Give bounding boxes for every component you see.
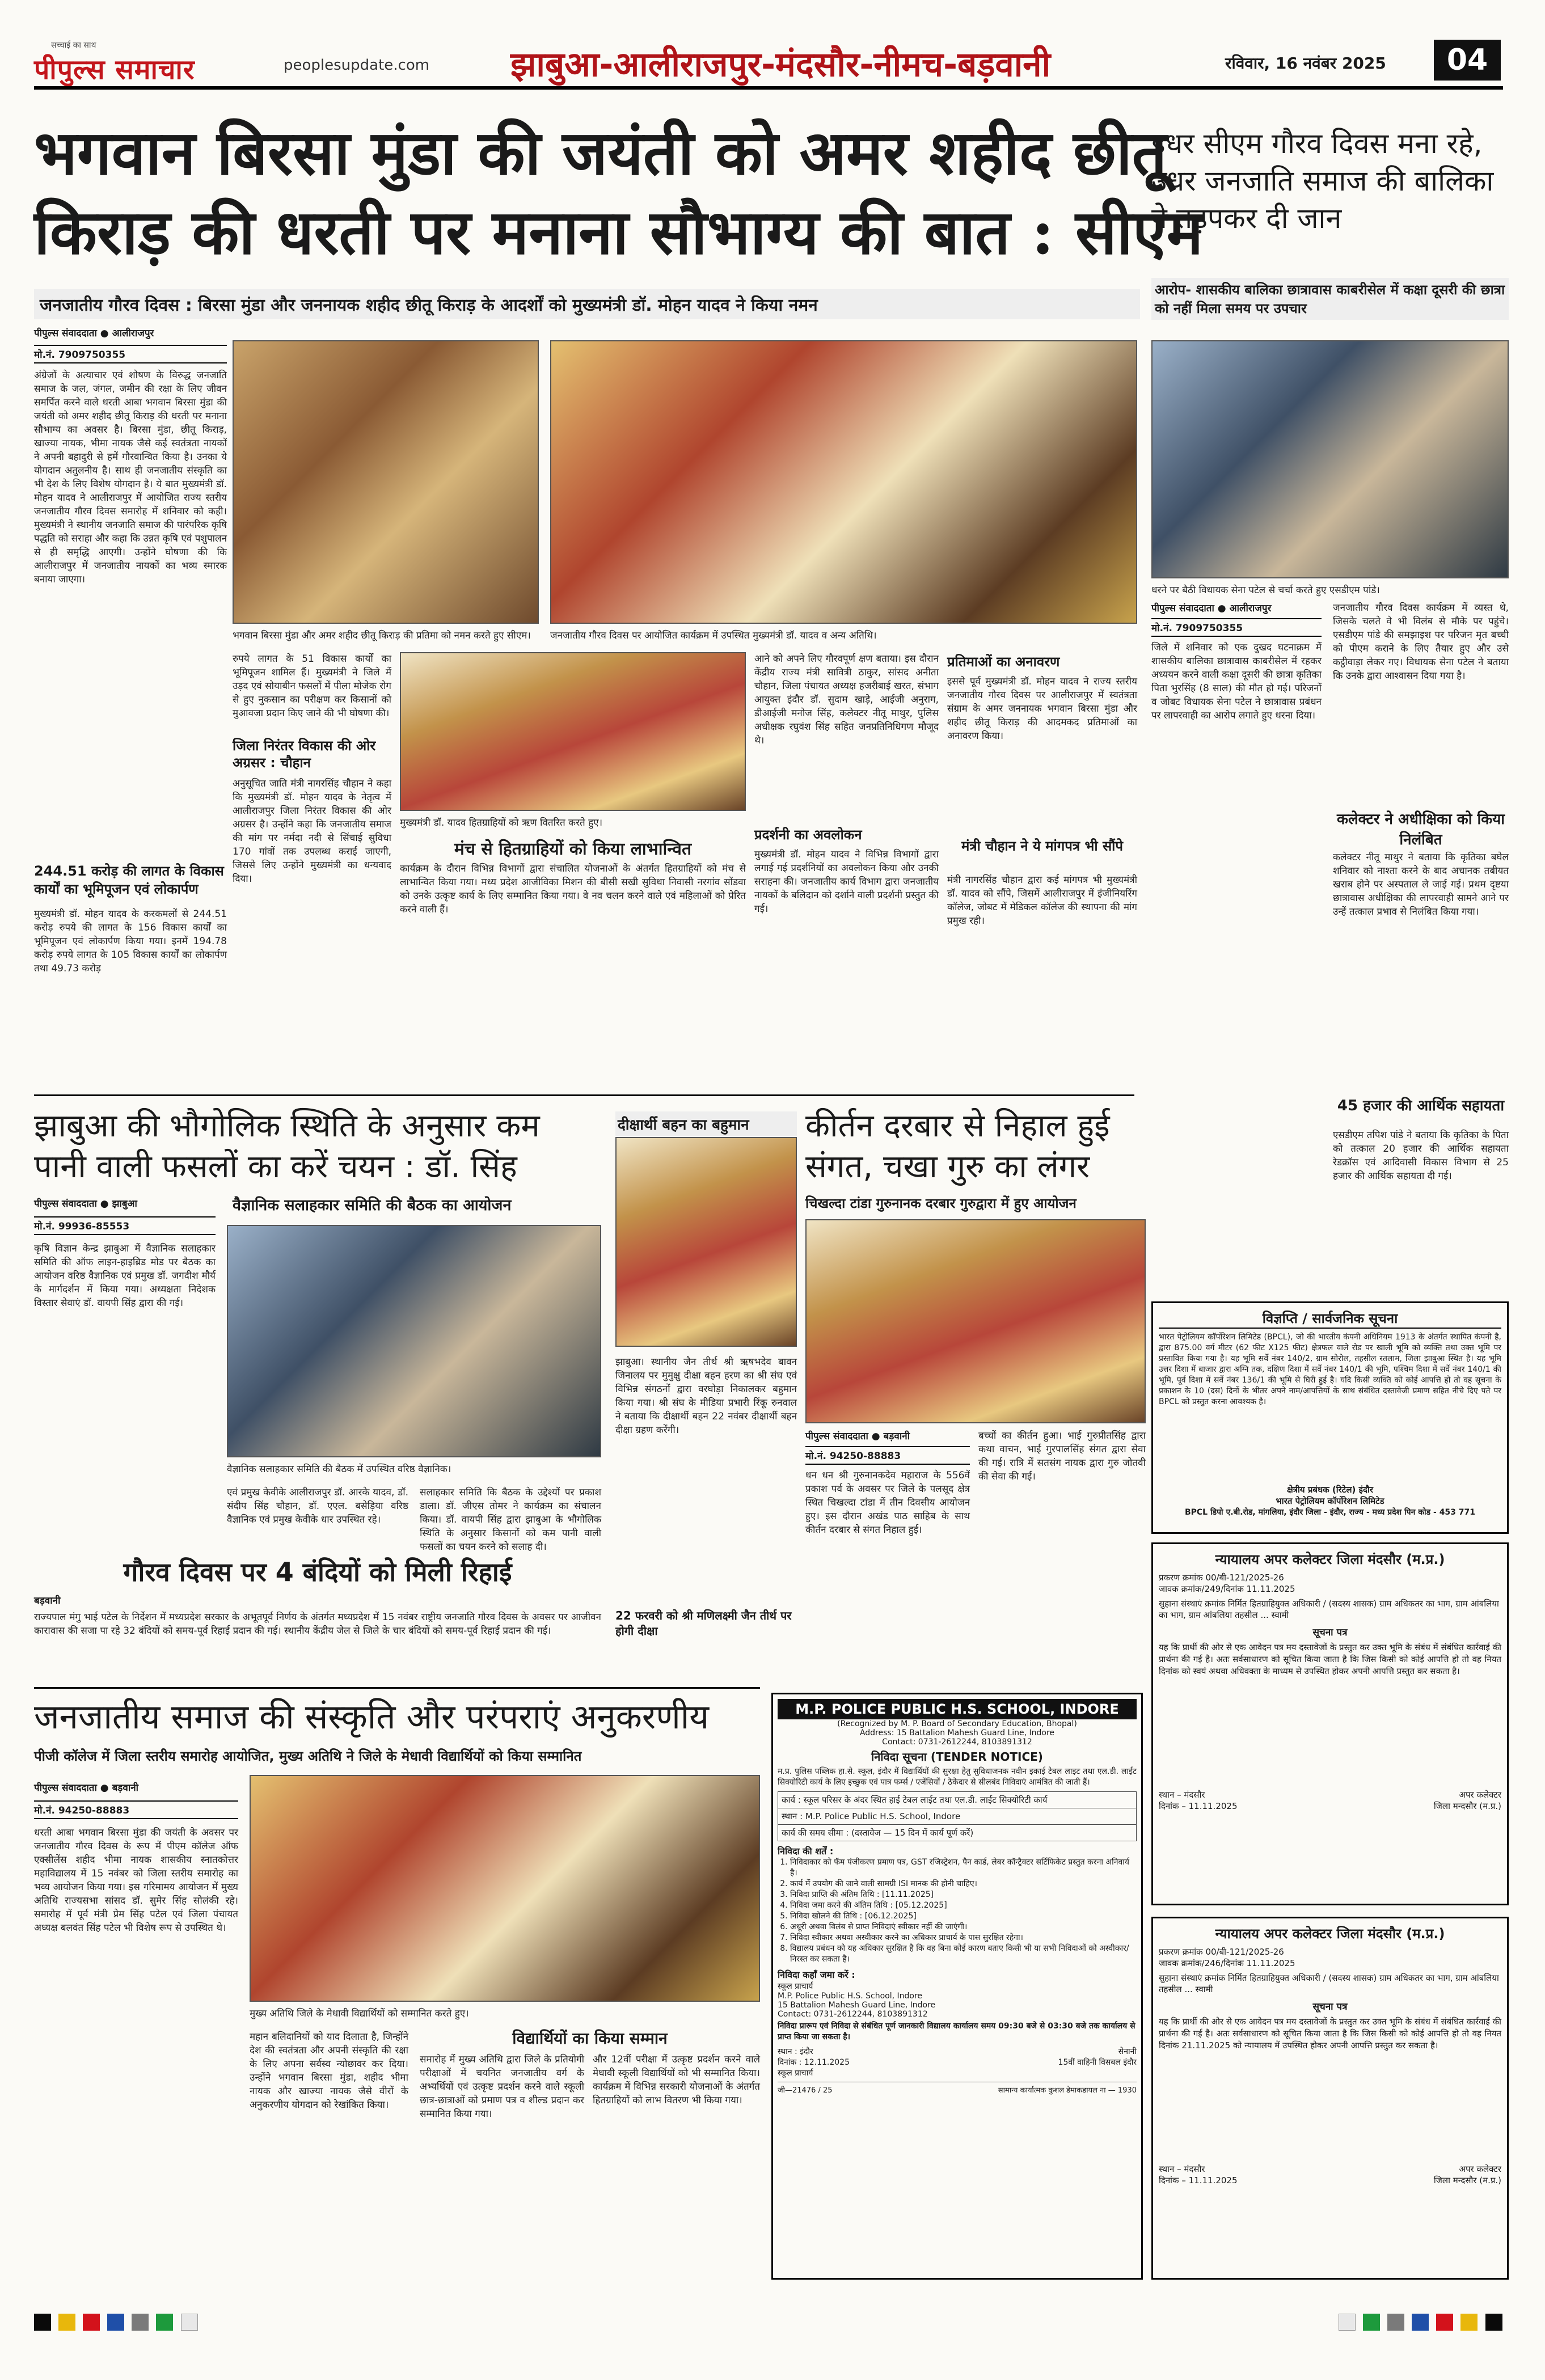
color-swatch [132,2314,149,2331]
court1-footer [1159,1789,1501,1812]
tender-table [778,1791,1137,1841]
table-row [778,1825,1137,1841]
culture-col-c: समारोह में मुख्य अतिथि द्वारा जिले के प्रतियोगी परीक्षाओं में चयनित जनजातीय वर्ग के अभ्यर्थियों एवं उत्कृष्ट प्रदर्शन करने वाले स्कूली छात्र-छात्राओं को प्रमाण पत्र व शील्ड प्रदान कर सम्मानित किया गया। [420,2054,584,2120]
tender-date: दिनांक : 12.11.2025 [778,2058,850,2067]
court2-date: दिनांक – 11.11.2025 [1159,2175,1238,2185]
tender-submit-head: निविदा कहाँ जमा करें : [778,1969,855,1980]
tender-place: स्थान : इंदौर [778,2047,813,2056]
footer-color-bar-left [34,2314,202,2333]
edition-regions: झाबुआ-आलीराजपुर-मंदसौर-नीमच-बड़वानी [510,45,1051,84]
lead-photo-caption-3: मुख्यमंत्री डॉ. यादव हितग्राहियों को ऋण वितरित करते हुए। [400,817,603,828]
bpcl-title: विज्ञप्ति / सार्वजनिक सूचना [1159,1309,1501,1329]
lead-col-c: मुख्यमंत्री डॉ. मोहन यादव ने विभिन्न विभागों द्वारा लगाई गई प्रदर्शनियों का अवलोकन किया और उनकी सराहना की। जनजातीय कार्य विभाग द्वारा जनजातीय नायकों के बलिदान को दर्शाने वाली प्रदर्शनी प्रस्तुत की गई। [754,849,939,915]
culture-student-head: विद्यार्थियों का किया सम्मान [512,2029,668,2048]
jhabua-col-b: एवं प्रमुख केवीके आलीराजपुर डॉ. आरके यादव, डॉ. संदीप सिंह चौहान, डॉ. एएल. बसेड़िया वरिष्ठ वैज्ञानिक एवं प्रमुख केवीके धार उपस्थित रहे। [227,1487,408,1525]
lead-mobile: मो.नं. 7909750355 [34,345,227,363]
court2-parties: सुहाना संस्थाएं क्रमांक निर्मित हितग्राहियुक्त अधिकारी / (सदस्य शासक) ग्राम अधिकतर का भाग, ग्राम आंबलिया तहसील ... स्वामी [1159,1973,1499,1994]
court-notice-1 [1151,1542,1509,1905]
lead-statue-head: प्रतिमाओं का अनावरण [947,654,1060,670]
lead-col-d: मंत्री नागरसिंह चौहान द्वारा कई मांगपत्र भी मुख्यमंत्री डॉ. यादव को सौंपे, जिसमें आलीराजपुर में इंजीनियरिंग कॉलेज, जोबट में मेडिकल कॉलेज की स्थापना की मांग प्रमुख रही। [947,874,1137,927]
tender-title: निविदा सूचना (TENDER NOTICE) [871,1750,1043,1764]
color-swatch [1485,2314,1502,2331]
sidebar-subhead: आरोप- शासकीय बालिका छात्रावास काबरीसेल में कक्षा दूसरी की छात्रा को नहीं मिला समय पर उपचार [1151,278,1509,320]
culture-dateline: पीपुल्स संवाददाता ● बड़वानी [34,1782,139,1794]
table-row [778,1808,1137,1825]
list-item: 8. विद्यालय प्रबंधन को यह अधिकार सुरक्षित है कि वह बिना कोई कारण बताए किसी भी या सभी निविदाओं को अस्वीकार/निरस्त कर सकता है। [790,1943,1137,1965]
lead-body: अंग्रेजों के अत्याचार एवं शोषण के विरुद्ध जनजाति समाज के जल, जंगल, जमीन की रक्षा के लिए जीवन समर्पित करने वाले धरती आबा भगवान बिरसा मुंडा की जयंती को अमर शहीद छीतू किराड़ की धरती पर मनाना सौभाग्य का अवसर है। बिरसा मुंडा, छीतू किराड़, खाज्या नायक, भीमा नायक जैसे कई स्वतंत्रता नायकों ने अपनी बहादुरी से हमें गौरवान्वित किया है। उनका ये योगदान अतुलनीय है। साथ ही जनजातीय संस्कृति का भी देश के लिए विशेष योगदान है। ये बात मुख्यमंत्री डॉ. मोहन यादव ने आलीराजपुर में आयोजित राज्य स्तरीय जनजातीय गौरव दिवस समारोह में शनिवार को कही। मुख्यमंत्री ने स्थानीय जनजाति समाज की पारंपरिक कृषि पद्धति को सराहा और कहा कि उन्नत कृषि एवं पशुपालन से ही समृद्धि आएगी। उन्होंने घोषणा की कि आलीराजपुर में जनजातीय नायकों का भव्य स्मारक बनाया जाएगा। [34,370,227,585]
culture-body: धरती आबा भगवान बिरसा मुंडा की जयंती के अवसर पर जनजातीय गौरव दिवस के रूप में पीएम कॉलेज ऑफ एक्सीलेंस शहीद भीमा नायक शासकीय स्नातकोत्तर महाविद्यालय में 15 नवंबर को जिला स्तरीय समारोह का भव्य आयोजन किया गया। इस गरिमामय आयोजन में मुख्य अतिथि राज्यसभा सांसद डॉ. सुमेर सिंह सोलंकी रहे। समारोह में पूर्व मंत्री प्रेम सिंह पटेल एवं जिला पंचायत अध्यक्ष बलवंत सिंह पटेल भी विशेष रूप से उपस्थित थे। [34,1827,238,1934]
list-item: 3. निविदा प्राप्ति की अंतिम तिथि : [11.11.2025] [790,1889,1137,1900]
culture-photo [250,1775,760,2002]
tender-notice [771,1693,1143,2280]
kirtan-body: धन धन श्री गुरुनानकदेव महाराज के 556वें प्रकाश पर्व के अवसर पर जिले के पलसूद क्षेत्र स्थित चिखल्दा टांडा में तीन दिवसीय आयोजन हुए। इस दौरान अखंड पाठ साहिब के साथ कीर्तन दरबार से संगत निहाल हुई। [805,1470,970,1536]
table-cell: स्थान : M.P. Police Public H.S. School, Indore [778,1808,1137,1825]
list-item: 2. कार्य में उपयोग की जाने वाली सामग्री ISI मानक की होनी चाहिए। [790,1879,1137,1889]
sidebar-photo-caption: धरने पर बैठी विधायक सेना पटेल से चर्चा करते हुए एसडीएम पांडे। [1151,585,1380,596]
court1-heading: सूचना पत्र [1312,1627,1348,1638]
list-item: 7. निविदा स्वीकार अथवा अस्वीकार करने का अधिकार प्राचार्य के पास सुरक्षित रहेगा। [790,1933,1137,1943]
tender-submit-line: M.P. Police Public H.S. School, Indore [778,1992,923,2001]
tagline: सच्चाई का साथ [51,41,96,50]
issue-date: रविवार, 16 नवंबर 2025 [1225,54,1386,73]
culture-col-d: और 12वीं परीक्षा में उत्कृष्ट प्रदर्शन करने वाले मेधावी स्कूली विद्यार्थियों को भी सम्मानित किया। कार्यक्रम में विभिन्न सरकारी योजनाओं के अंतर्गत हितग्राहियों को लाभ वितरण भी किया गया। [593,2054,760,2106]
website[interactable]: peoplesupdate.com [284,57,430,74]
color-swatch [107,2314,124,2331]
color-swatch [34,2314,51,2331]
lead-photo-2 [550,340,1137,624]
court1-case: प्रकरण क्रमांक 00/बी-121/2025-26 [1159,1572,1284,1583]
tender-sign-right-1: सेनानी [1118,2047,1137,2056]
court-notice-2 [1151,1917,1509,2280]
deeksha-body: झाबुआ। स्थानीय जैन तीर्थ श्री ऋषभदेव बावन जिनालय पर मुमुक्षु दीक्षा बहन हरण का श्री संघ एवं विभिन्न संगठनों द्वारा वरघोड़ा निकालकर बहुमान किया गया। श्री संघ के मीडिया प्रभारी रिंकू रुनवाल ने बताया कि दीक्षार्थी बहन 22 नवंबर दीक्षार्थी बहन दीक्षा ग्रहण करेंगी। [615,1356,797,1436]
lead-col-a: आने को अपने लिए गौरवपूर्ण क्षण बताया। इस दौरान केंद्रीय राज्य मंत्री सावित्री ठाकुर, सांसद अनीता चौहान, जिला पंचायत अध्यक्ष हजरीबाई खरत, संभाग आयुक्त इंदौर डॉ. सुदाम खाड़े, आईजी अनुराग, डीआईजी मनोज सिंह, कलेक्टर नीतू माथुर, पुलिस अधीक्षक रघुवंश सिंह सहित जनप्रतिनिधिगण मौजूद थे। [754,653,939,746]
court1-title: न्यायालय अपर कलेक्टर जिला मंदसौर (म.प्र.) [1215,1552,1445,1567]
court2-title: न्यायालय अपर कलेक्टर जिला मंदसौर (म.प्र.) [1215,1926,1445,1942]
release-headline: गौरव दिवस पर 4 बंदियों को मिली रिहाई [123,1557,512,1587]
tender-address: Address: 15 Battalion Mahesh Guard Line, Indore [859,1728,1055,1738]
sidebar-photo [1151,340,1509,578]
lead-photo-caption-1: भगवान बिरसा मुंडा और अमर शहीद छीतू किराड़ की प्रतिमा को नमन करते हुए सीएम। [233,630,531,641]
tender-ref: जी—21476 / 25 [778,2086,833,2095]
lead-side-head: जिला निरंतर विकास की ओर अग्रसर : चौहान [233,738,376,771]
color-swatch [1387,2314,1404,2331]
lead-col2-body: रुपये लागत के 51 विकास कार्यों का भूमिपूजन शामिल हैं। मुख्यमंत्री ने जिले में उड़द एवं सोयाबीन फसलों में पीला मोजेक रोग से हुए नुकसान का परीक्षण कर किसानों को मुआवजा प्रदान किए जाने की भी घोषणा की। [233,653,391,719]
table-cell: कार्य : स्कूल परिसर के अंदर स्थित हाई टेबल लाईट तथा एल.डी. लाईट सिक्योरिटी कार्य [778,1792,1137,1808]
page-number: 04 [1434,40,1501,81]
bpcl-notice [1151,1301,1509,1534]
list-item: 1. निविदाकार को फॅम पंजीकरण प्रमाण पत्र, GST रजिस्ट्रेशन, पैन कार्ड, लेबर कॉन्ट्रैक्टर सर्टिफिकेट प्रस्तुत करना अनिवार्य है। [790,1857,1137,1879]
culture-col-b: महान बलिदानियों को याद दिलाता है, जिन्होंने देश की स्वतंत्रता और अपनी संस्कृति की रक्षा के लिए अपना सर्वस्व न्योछावर कर दिया। उन्होंने भगवान बिरसा मुंडा, शहीद भीमा नायक और खाज्या नायक जैसे वीरों के अनुकरणीय योगदान को रेखांकित किया। [250,2031,408,2111]
tender-recognition: (Recognized by M. P. Board of Secondary Education, Bhopal) [837,1719,1077,1728]
logo: पीपुल्स समाचार [34,54,195,86]
release-dateline: बड़वानी [34,1595,61,1607]
color-swatch [83,2314,100,2331]
kirtan-photo [805,1219,1146,1423]
tender-submit-line: स्कूल प्राचार्य [778,1982,813,1991]
kirtan-mobile: मो.नं. 94250-88883 [805,1446,970,1465]
lead-col-b: इससे पूर्व मुख्यमंत्री डॉ. मोहन यादव ने राज्य स्तरीय जनजातीय गौरव दिवस पर आलीराजपुर में स्वतंत्रता संग्राम के अमर जननायक भगवान बिरसा मुंडा और शहीद छीतू किराड़ की आदमकद प्रतिमाओं का अनावरण किया। [947,676,1137,742]
divider-lead [34,1094,1134,1096]
kirtan-dateline: पीपुल्स संवाददाता ● बड़वानी [805,1431,910,1442]
lead-photo-1 [233,340,539,624]
lead-infra-body: मुख्यमंत्री डॉ. मोहन यादव के करकमलों से 244.51 करोड़ रुपये की लागत के 156 विकास कार्यों का भूमिपूजन एवं लोकार्पण किया गया। इनमें 194.78 करोड़ रुपये लागत के 105 विकास कार्यों का लोकार्पण तथा 49.73 करोड़ [34,908,227,974]
culture-headline: जनजातीय समाज की संस्कृति और परंपराएं अनुकरणीय [34,1697,710,1737]
list-item: 4. निविदा जमा करने की अंतिम तिथि : [05.12.2025] [790,1900,1137,1911]
court1-body: यह कि प्रार्थी की ओर से एक आवेदन पत्र मय दस्तावेजों के प्रस्तुत कर उक्त भूमि के संबंध में संबंधित कार्रवाई की प्रार्थना की गई है। अतः सर्वसाधारण को सूचित किया जाता है कि जिस किसी को कोई आपत्ति हो तो वह नियत दिनांक को स्वयं अथवा अधिवक्ता के माध्यम से उपस्थित होकर अपनी आपत्ति प्रस्तुत कर सकता है। [1159,1642,1501,1676]
sidebar-dateline: पीपुल्स संवाददाता ● आलीराजपुर [1151,603,1272,614]
tender-intro: म.प्र. पुलिस पब्लिक हा.से. स्कूल, इंदौर में विद्यार्थियों की सुरक्षा हेतु सुविधाजनक नवीन इकाई टेबल लाइट तथा एल.डी. लाईट सिक्योरिटी कार्य के लिए इच्छुक एवं पात्र फर्म्स / एजेंसियों / ठेकेदार से सीलबंद निविदाएं आमंत्रित की जाती हैं। [778,1767,1137,1787]
sidebar-collector-head: कलेक्टर ने अधीक्षिका को किया निलंबित [1336,811,1505,848]
masthead-logo-block [34,40,272,87]
color-swatch [58,2314,75,2331]
lead-infra-head: 244.51 करोड़ की लागत के विकास कार्यों का भूमिपूजन एवं लोकार्पण [34,863,224,897]
sidebar-collector-body: कलेक्टर नीतू माथुर ने बताया कि कृतिका बघेल शनिवार को नाश्ता करने के बाद अचानक तबीयत खराब होने पर अस्पताल ले जाई गई। प्रथम दृष्टया छात्रावास अधीक्षिका की लापरवाही सामने आने पर उन्हें तत्काल प्रभाव से निलंबित किया गया। [1333,852,1509,918]
color-swatch [156,2314,173,2331]
jhabua-headline: झाबुआ की भौगोलिक स्थिति के अनुसार कम पानी वाली फसलों का करें चयन : डॉ. सिंह [34,1107,540,1185]
release-body: राज्यपाल मंगु भाई पटेल के निर्देशन में मध्यप्रदेश सरकार के अभूतपूर्व निर्णय के अंतर्गत मध्यप्रदेश में 15 नवंबर राष्ट्रीय जनजाति गौरव दिवस के अवसर पर आजीवन कारावास की सजा पा रहे 32 बंदियों को समय-पूर्व रिहाई प्रदान की गई। स्थानीय केंद्रीय जेल से जिले के चार बंदियों को समय-पूर्व रिहाई प्रदान की गई। [34,1612,601,1637]
court2-body: यह कि प्रार्थी की ओर से एक आवेदन पत्र मय दस्तावेजों के प्रस्तुत कर उक्त भूमि के संबंध में संबंधित कार्रवाई की प्रार्थना की गई है। अतः सर्वसाधारण को सूचित किया जाता है कि जिस किसी को कोई आपत्ति हो तो वह नियत दिनांक 21.11.2025 को न्यायालय में उपस्थित होकर अपनी आपत्ति प्रस्तुत कर सकता है। [1159,2017,1501,2051]
tender-conditions-head: निविदा की शर्तें : [778,1846,834,1857]
list-item: 6. अधूरी अथवा विलंब से प्राप्त निविदाएं स्वीकार नहीं की जाएंगी। [790,1922,1137,1933]
jhabua-subhead: वैज्ञानिक सलाहकार समिति की बैठक का आयोजन [233,1197,512,1214]
jhabua-dateline: पीपुल्स संवाददाता ● झाबुआ [34,1198,137,1210]
court1-date-no: जावक क्रमांक/249/दिनांक 11.11.2025 [1159,1584,1295,1594]
sidebar-mobile: मो.नं. 7909750355 [1151,618,1322,637]
jhabua-body: कृषि विज्ञान केन्द्र झाबुआ में वैज्ञानिक सलाहकार समिति की ऑफ लाइन-हाइब्रिड मोड पर बैठक का आयोजन वरिष्ठ वैज्ञानिक एवं प्रमुख डॉ. जगदीश मौर्य के मार्गदर्शन में किया गया। अध्यक्षता निदेशक विस्तार सेवाएं डॉ. वायपी सिंह द्वारा की गई। [34,1243,216,1309]
tender-ref-block [778,2082,1137,2095]
court1-date: दिनांक – 11.11.2025 [1159,1801,1238,1811]
color-swatch [181,2314,198,2331]
lead-exhibition-head: प्रदर्शनी का अवलोकन [754,827,862,843]
lead-dateline: पीपुल्स संवाददाता ● आलीराजपुर [34,328,154,339]
jhabua-photo [227,1225,601,1457]
jhabua-photo-caption: वैज्ञानिक सलाहकार समिति की बैठक में उपस्थित वरिष्ठ वैज्ञानिक। [227,1464,451,1475]
color-swatch [1339,2314,1356,2331]
tender-conditions [778,1857,1137,1965]
court2-heading: सूचना पत्र [1312,2001,1348,2013]
deeksha-photo [615,1137,797,1347]
sidebar-aid-body: एसडीएम तपिश पांडे ने बताया कि कृतिका के पिता को तत्काल 20 हजार की आर्थिक सहायता रेडक्रॉस एवं आदिवासी विकास विभाग से 25 हजार की आर्थिक सहायता दी गई। [1333,1130,1509,1182]
jhabua-col-c: सलाहकार समिति कि बैठक के उद्देश्यों पर प्रकाश डाला। डॉ. जीएस तोमर ने कार्यक्रम का संचालन किया। डॉ. वायपी सिंह द्वारा झाबुआ के भौगोलिक स्थिति के अनुसार किसानों को कम पानी वाली फसलों का चयन करने को सलाह दी। [420,1487,601,1553]
court2-date-no: जावक क्रमांक/246/दिनांक 11.11.2025 [1159,1958,1295,1968]
color-swatch [1436,2314,1453,2331]
color-swatch [1412,2314,1429,2331]
kirtan-col-b: बच्चों का कीर्तन हुआ। भाई गुरुप्रीतसिंह द्वारा कथा वाचन, भाई गुरपालसिंह संगत द्वारा सेवा की गई। रात्रि में सतसंग नायक द्वारा गुरु जोतवी की सेवा की गई। [978,1430,1146,1482]
tender-sign-right-2: 15वीं वाहिनी विसबल इंदौर [1058,2058,1137,2067]
lead-headline-1: भगवान बिरसा मुंडा की जयंती को अमर शहीद छीतू [34,117,1167,189]
lead-minister-head: मंत्री चौहान ने ये मांगपत्र भी सौंपे [961,838,1124,854]
sidebar-headline: इधर सीएम गौरव दिवस मना रहे, उधर जनजाति समाज की बालिका ने तड़पकर दी जान [1151,127,1494,235]
masthead-rule [34,86,1503,90]
lead-photo-caption-2: जनजातीय गौरव दिवस पर आयोजित कार्यक्रम में उपस्थित मुख्यमंत्री डॉ. यादव व अन्य अतिथि। [550,630,877,641]
tender-submit-line: 15 Battalion Mahesh Guard Line, Indore [778,2001,936,2010]
lead-beneficiary-body: कार्यक्रम के दौरान विभिन्न विभागों द्वारा संचालित योजनाओं के अंतर्गत हितग्राहियों को मंच से लाभान्वित किया गया। मध्य प्रदेश आजीविका मिशन की बीसी सखी सुविधा निवासी नरगांव सोंडवा को उनके उत्कृष्ट कार्य के लिए सम्मानित किया गया। वे नव चलन करने वाले एवं महिलाओं को प्रेरित करने वाली हैं। [400,863,746,915]
sidebar-aid-head: 45 हजार की आर्थिक सहायता [1337,1097,1505,1114]
kirtan-subhead: चिखल्दा टांडा गुरुनानक दरबार गुरुद्वारा में हुए आयोजन [805,1195,1077,1211]
divider-culture [34,1687,760,1689]
list-item: 5. निविदा खोलने की तिथि : [06.12.2025] [790,1911,1137,1922]
sidebar-col-right: जनजातीय गौरव दिवस कार्यक्रम में व्यस्त थे, जिसके चलते वे भी विलंब से मौके पर पहुंचे। एसडीएम पांडे की समझाइश पर परिजन मृत बच्ची को पीएम कराने के लिए तैयार हुए और उसे कट्ठीवाड़ा लेकर गए। विधायक सेना पटेल ने बताया कि उनके द्वारा आश्वासन दिया गया है। [1333,602,1509,682]
bpcl-body: भारत पेट्रोलियम कॉर्पोरेशन लिमिटेड (BPCL), जो की भारतीय कंपनी अधिनियम 1913 के अंतर्गत स्थापित कंपनी है, द्वारा 875.00 वर्ग मीटर (62 फीट X125 फीट) क्षेत्रफल वाले रोड पर खाली भूमि को व्यक्ति तथा उक्त भूमि पर प्रस्तावित किया गया है। यह भूमि सर्वे नंबर 140/2, ग्राम सोरोल, तहसील रतलाम, जिला झाबुआ स्थित है। यह भूमि उत्तर दिशा में बाजार द्वारा अग्नि तक, दक्षिण दिशा में सर्वे नंबर 140/1 की भूमि, पश्चिम दिशा में सर्वे नंबर 140/1 की भूमि, पूर्व दिशा में सर्वे नंबर 136/1 की भूमि से घिरी हुई है। यदि किसी व्यक्ति को कोई आपत्ति हो तो वह सूचना के प्रकाशन के 10 (दस) दिनों के भीतर अपने नाम/आपत्तियों के साथ संबंधित दस्तावेजी प्रमाण सहित नीचे दिए पते पर BPCL को प्रस्तुत करना आवश्यक है। [1159,1333,1501,1406]
culture-mobile: मो.नं. 94250-88883 [34,1800,238,1819]
court2-sign-2: जिला मन्दसौर (म.प्र.) [1433,2175,1501,2185]
court1-place: स्थान – मंदसौर [1159,1790,1205,1800]
court2-sign-1: अपर कलेक्टर [1459,2164,1501,2174]
table-cell: कार्य की समय सीमा : (दस्तावेज — 15 दिन में कार्य पूर्ण करें) [778,1825,1137,1841]
court1-sign-1: अपर कलेक्टर [1459,1790,1501,1800]
tender-ref2: सामान्य कार्यात्मक कुशल डेमाकडायल ना — 1930 [998,2086,1137,2095]
court1-parties: सुहाना संस्थाएं क्रमांक निर्मित हितग्राहियुक्त अधिकारी / (सदस्य शासक) ग्राम अधिकतर का भाग, ग्राम आंबलिया का भाग, ग्राम आंबलिया तहसील ... स्वामी [1159,1599,1499,1620]
lead-side-body: अनुसूचित जाति मंत्री नागरसिंह चौहान ने कहा कि मुख्यमंत्री डॉ. मोहन यादव के नेतृत्व में आलीराजपुर जिला निरंतर विकास की ओर अग्रसर है। उन्होंने कहा कि जनजातीय समाज की मांग पर नर्मदा नदी से सिंचाई सुविधा 170 गांवों तक उपलब्ध कराई जाएगी, जिससे लिए उन्होंने मुख्यमंत्री का धन्यवाद दिया। [233,778,391,885]
deeksha-kicker: दीक्षार्थी बहन का बहुमान [615,1111,797,1136]
tender-sign-left: स्कूल प्राचार्य [778,2069,813,2078]
bpcl-sign-2: भारत पेट्रोलियम कॉर्पोरेशन लिमिटेड [1276,1496,1384,1506]
color-swatch [1363,2314,1380,2331]
court2-place: स्थान – मंदसौर [1159,2164,1205,2174]
culture-subhead: पीजी कॉलेज में जिला स्तरीय समारोह आयोजित, मुख्य अतिथि ने जिले के मेधावी विद्यार्थियों को किया सम्मानित [34,1748,582,1764]
tender-sign-block [778,2046,1137,2078]
tender-school: M.P. POLICE PUBLIC H.S. SCHOOL, INDORE [778,1699,1137,1719]
court2-footer [1159,2163,1501,2186]
lead-beneficiary-head: मंच से हितग्राहियों को किया लाभान्वित [454,839,692,859]
tender-contact: Contact: 0731-2612244, 8103891312 [882,1738,1032,1747]
kirtan-headline: कीर्तन दरबार से निहाल हुई संगत, चखा गुरु का लंगर [805,1107,1110,1185]
table-row [778,1792,1137,1808]
jhabua-mobile: मो.नं. 99936-85553 [34,1216,216,1235]
tender-submit-line: Contact: 0731-2612244, 8103891312 [778,2010,928,2019]
bpcl-address: BPCL डिपो ए.बी.रोड, मांगलिया, इंदौर जिला - इंदौर, राज्य - मध्य प्रदेश पिन कोड - 453 771 [1184,1508,1476,1517]
footer-color-bar-right [1339,2314,1507,2333]
culture-photo-caption: मुख्य अतिथि जिले के मेधावी विद्यार्थियों को सम्मानित करते हुए। [250,2008,469,2019]
lead-subhead: जनजातीय गौरव दिवस : बिरसा मुंडा और जननायक शहीद छीतू किराड़ के आदर्शों को मुख्यमंत्री डॉ. मोहन यादव ने किया नमन [34,289,1140,319]
court2-case: प्रकरण क्रमांक 00/बी-121/2025-26 [1159,1947,1284,1957]
tender-contact-note: निविदा प्रारूप एवं निविदा से संबंधित पूर्ण जानकारी विद्यालय कार्यालय समय 09:30 बजे से 03:30 बजे तक कार्यालय से प्राप्त किया जा सकता है। [778,2022,1135,2041]
court1-sign-2: जिला मन्दसौर (म.प्र.) [1433,1801,1501,1811]
sidebar-body: जिले में शनिवार को एक दुखद घटनाक्रम में शासकीय बालिका छात्रावास काबरीसेल में रहकर अध्ययन करने वाली कक्षा दूसरी की छात्रा कृतिका पिता भुरसिंह (8 साल) की मौत हो गई। परिजनों व जोबट विधायक सेना पटेल ने छात्रावास प्रबंधन पर लापरवाही का आरोप लगाते हुए धरना दिया। [1151,642,1322,721]
color-swatch [1460,2314,1478,2331]
lead-photo-3 [400,652,746,811]
deeksha-footer: 22 फरवरी को श्री मणिलक्ष्मी जैन तीर्थ पर होगी दीक्षा [615,1609,792,1638]
lead-headline-2: किराड़ की धरती पर मनाना सौभाग्य की बात : सीएम [34,197,1204,268]
bpcl-sign-1: क्षेत्रीय प्रबंधक (रिटेल) इंदौर [1287,1485,1373,1495]
